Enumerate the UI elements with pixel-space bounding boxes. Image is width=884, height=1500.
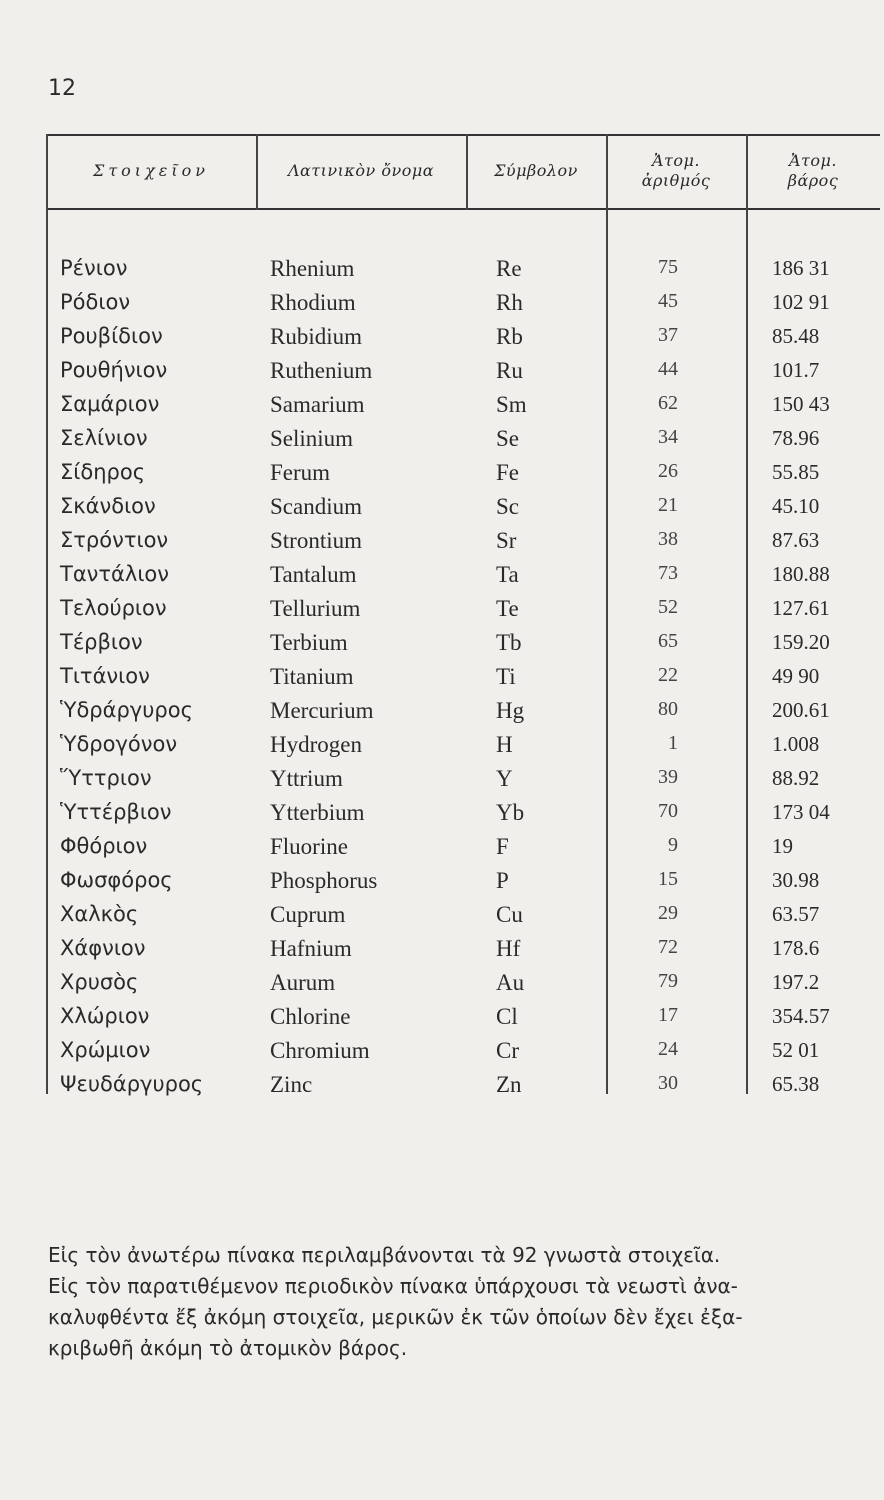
atomic-number-cell: 44 (658, 358, 678, 380)
header-symbol (466, 134, 606, 208)
atomic-number-cell: 9 (668, 834, 678, 856)
atomic-number-cell: 38 (658, 528, 678, 550)
table-row (46, 796, 880, 830)
table-row (46, 1068, 880, 1102)
latin-name-cell: Hydrogen (270, 732, 362, 757)
table-row (46, 252, 880, 286)
atomic-number-cell: 34 (658, 426, 678, 448)
atomic-weight-cell: 78.96 (772, 426, 820, 450)
symbol-cell: Cl (496, 1004, 518, 1029)
header-atomic-weight-line1: Ἀτομ. (788, 151, 838, 170)
table-row (46, 524, 880, 558)
latin-name-cell: Rubidium (270, 324, 363, 349)
table-row (46, 762, 880, 796)
greek-name-cell: Χάφνιον (60, 936, 146, 960)
symbol-cell: Ti (496, 664, 516, 689)
atomic-weight-cell: 65.38 (772, 1072, 820, 1096)
elements-table (46, 134, 880, 1097)
greek-name-cell: Σελίνιον (60, 426, 148, 450)
atomic-weight-cell: 178.6 (772, 936, 820, 960)
atomic-number-cell: 29 (658, 902, 678, 924)
latin-name-cell: Samarium (270, 392, 365, 417)
latin-name-cell: Chlorine (270, 1004, 351, 1029)
table-row (46, 1000, 880, 1034)
greek-name-cell: Στρόντιον (60, 528, 169, 552)
atomic-number-cell: 39 (658, 766, 678, 788)
table-row (46, 1034, 880, 1068)
atomic-number-cell: 52 (658, 596, 678, 618)
footnote-line: Εἰς τὸν παρατιθέμενον περιοδικὸν πίνακα ὑπάρχουσι τὰ νεωστὶ ἀνα- (48, 1274, 738, 1298)
symbol-cell: Fe (496, 460, 519, 485)
symbol-cell: Zn (496, 1072, 522, 1097)
symbol-cell: Cu (496, 902, 523, 927)
greek-name-cell: Τελούριον (60, 596, 167, 620)
atomic-number-cell: 73 (658, 562, 678, 584)
footnote-line: Εἰς τὸν ἀνωτέρω πίνακα περιλαμβάνονται τὰ 92 γνωστὰ στοιχεῖα. (48, 1243, 721, 1267)
latin-name-cell: Yttrium (270, 766, 343, 791)
table-row (46, 728, 880, 762)
latin-name-cell: Terbium (270, 630, 348, 655)
latin-name-cell: Zinc (270, 1072, 313, 1097)
atomic-weight-cell: 85.48 (772, 324, 820, 348)
atomic-weight-cell: 87.63 (772, 528, 820, 552)
greek-name-cell: Τέρβιον (60, 630, 143, 654)
atomic-weight-cell: 30.98 (772, 868, 820, 892)
atomic-weight-cell: 55.85 (772, 460, 820, 484)
greek-name-cell: Σκάνδιον (60, 494, 156, 518)
atomic-weight-cell: 180.88 (772, 562, 830, 586)
symbol-cell: Re (496, 256, 522, 281)
atomic-weight-cell: 127.61 (772, 596, 830, 620)
atomic-number-cell: 37 (658, 324, 678, 346)
atomic-number-cell: 65 (658, 630, 678, 652)
atomic-weight-cell: 101.7 (772, 358, 820, 382)
greek-name-cell: Ρουθήνιον (60, 358, 168, 382)
atomic-number-cell: 24 (658, 1038, 678, 1060)
latin-name-cell: Strontium (270, 528, 363, 553)
atomic-number-cell: 72 (658, 936, 678, 958)
symbol-cell: Se (496, 426, 519, 451)
atomic-number-cell: 21 (658, 494, 678, 516)
atomic-weight-cell: 354.57 (772, 1004, 830, 1028)
header-element-label: Στοιχεῖον (93, 161, 209, 180)
symbol-cell: Cr (496, 1038, 519, 1063)
header-element (46, 134, 256, 208)
table-row (46, 558, 880, 592)
atomic-weight-cell: 45.10 (772, 494, 820, 518)
symbol-cell: P (496, 868, 509, 893)
atomic-weight-cell: 49 90 (772, 664, 820, 688)
table-row (46, 286, 880, 320)
table-row (46, 422, 880, 456)
table-row (46, 966, 880, 1000)
latin-name-cell: Phosphorus (270, 868, 378, 893)
page-number: 12 (48, 76, 76, 101)
greek-name-cell: Φωσφόρος (60, 868, 173, 892)
symbol-cell: Hf (496, 936, 521, 961)
latin-name-cell: Titanium (270, 664, 354, 689)
atomic-weight-cell: 200.61 (772, 698, 830, 722)
atomic-number-cell: 15 (658, 868, 678, 890)
symbol-cell: Te (496, 596, 519, 621)
greek-name-cell: Ρένιον (60, 256, 128, 280)
atomic-number-cell: 1 (668, 732, 678, 754)
symbol-cell: Au (496, 970, 525, 995)
table-row (46, 388, 880, 422)
header-atomic-number-line1: Ἀτομ. (651, 151, 700, 170)
table-row (46, 592, 880, 626)
latin-name-cell: Rhodium (270, 290, 356, 315)
atomic-weight-cell: 1.008 (772, 732, 820, 756)
symbol-cell: Rh (496, 290, 523, 315)
table-row (46, 490, 880, 524)
greek-name-cell: Χρυσὸς (60, 970, 139, 994)
atomic-weight-cell: 159.20 (772, 630, 830, 654)
latin-name-cell: Fluorine (270, 834, 348, 859)
greek-name-cell: Ρόδιον (60, 290, 131, 314)
header-rule (46, 208, 880, 210)
header-latin (256, 134, 466, 208)
atomic-number-cell: 79 (658, 970, 678, 992)
atomic-number-cell: 80 (658, 698, 678, 720)
footnote-line: καλυφθέντα ἔξ ἀκόμη στοιχεῖα, μερικῶν ἐκ τῶν ὁποίων δὲν ἔχει ἐξα- (48, 1305, 743, 1329)
latin-name-cell: Chromium (270, 1038, 370, 1063)
header-latin-label: Λατινικὸν ὄνομα (287, 161, 435, 180)
atomic-weight-cell: 173 04 (772, 800, 830, 824)
symbol-cell: F (496, 834, 509, 859)
table-row (46, 320, 880, 354)
symbol-cell: Rb (496, 324, 523, 349)
latin-name-cell: Mercurium (270, 698, 374, 723)
greek-name-cell: Φθόριον (60, 834, 148, 858)
greek-name-cell: Ὕττριον (60, 766, 152, 790)
footnote-line: κριβωθῆ ἀκόμη τὸ ἀτομικὸν βάρος. (48, 1336, 408, 1360)
latin-name-cell: Tellurium (270, 596, 361, 621)
symbol-cell: Sm (496, 392, 527, 417)
symbol-cell: Ru (496, 358, 523, 383)
atomic-weight-cell: 186 31 (772, 256, 830, 280)
symbol-cell: Hg (496, 698, 525, 723)
latin-name-cell: Cuprum (270, 902, 346, 927)
header-atomic-number (606, 134, 746, 208)
greek-name-cell: Χλώριον (60, 1004, 150, 1028)
table-row (46, 660, 880, 694)
latin-name-cell: Selinium (270, 426, 354, 451)
symbol-cell: H (496, 732, 513, 757)
table-row (46, 932, 880, 966)
symbol-cell: Sc (496, 494, 519, 519)
table-row (46, 898, 880, 932)
greek-name-cell: Ὑδράργυρος (60, 698, 193, 722)
symbol-cell: Ta (496, 562, 519, 587)
latin-name-cell: Hafnium (270, 936, 352, 961)
latin-name-cell: Tantalum (270, 562, 357, 587)
atomic-weight-cell: 63.57 (772, 902, 820, 926)
atomic-number-cell: 62 (658, 392, 678, 414)
symbol-cell: Tb (496, 630, 522, 655)
atomic-number-cell: 22 (658, 664, 678, 686)
symbol-cell: Sr (496, 528, 517, 553)
greek-name-cell: Χαλκὸς (60, 902, 139, 926)
atomic-weight-cell: 102 91 (772, 290, 830, 314)
atomic-weight-cell: 150 43 (772, 392, 830, 416)
atomic-weight-cell: 197.2 (772, 970, 820, 994)
header-atomic-number-line2: ἀριθμός (641, 171, 711, 190)
table-row (46, 864, 880, 898)
atomic-weight-cell: 19 (772, 834, 793, 858)
latin-name-cell: Ruthenium (270, 358, 373, 383)
atomic-number-cell: 45 (658, 290, 678, 312)
greek-name-cell: Ψευδάργυρος (60, 1072, 204, 1096)
atomic-number-cell: 26 (658, 460, 678, 482)
symbol-cell: Y (496, 766, 513, 791)
greek-name-cell: Ὑττέρβιον (60, 800, 172, 824)
table-row (46, 830, 880, 864)
greek-name-cell: Ταντάλιον (60, 562, 169, 586)
latin-name-cell: Scandium (270, 494, 362, 519)
atomic-number-cell: 30 (658, 1072, 678, 1094)
atomic-weight-cell: 88.92 (772, 766, 820, 790)
atomic-weight-cell: 52 01 (772, 1038, 820, 1062)
header-symbol-label: Σύμβολον (494, 161, 578, 180)
footnote (48, 1240, 860, 1364)
latin-name-cell: Ytterbium (270, 800, 365, 825)
latin-name-cell: Aurum (270, 970, 336, 995)
table-body (46, 252, 880, 1102)
table-row (46, 354, 880, 388)
greek-name-cell: Χρώμιον (60, 1038, 151, 1062)
table-row (46, 456, 880, 490)
symbol-cell: Yb (496, 800, 525, 825)
table-row (46, 626, 880, 660)
greek-name-cell: Ρουβίδιον (60, 324, 163, 348)
atomic-number-cell: 70 (658, 800, 678, 822)
greek-name-cell: Σίδηρος (60, 460, 146, 484)
header-atomic-weight (746, 134, 880, 208)
greek-name-cell: Ὑδρογόνον (60, 732, 178, 756)
table-row (46, 694, 880, 728)
atomic-number-cell: 17 (658, 1004, 678, 1026)
greek-name-cell: Σαμάριον (60, 392, 160, 416)
latin-name-cell: Ferum (270, 460, 331, 485)
latin-name-cell: Rhenium (270, 256, 355, 281)
header-atomic-weight-line2: βάρος (787, 171, 839, 190)
greek-name-cell: Τιτάνιον (60, 664, 150, 688)
atomic-number-cell: 75 (658, 256, 678, 278)
